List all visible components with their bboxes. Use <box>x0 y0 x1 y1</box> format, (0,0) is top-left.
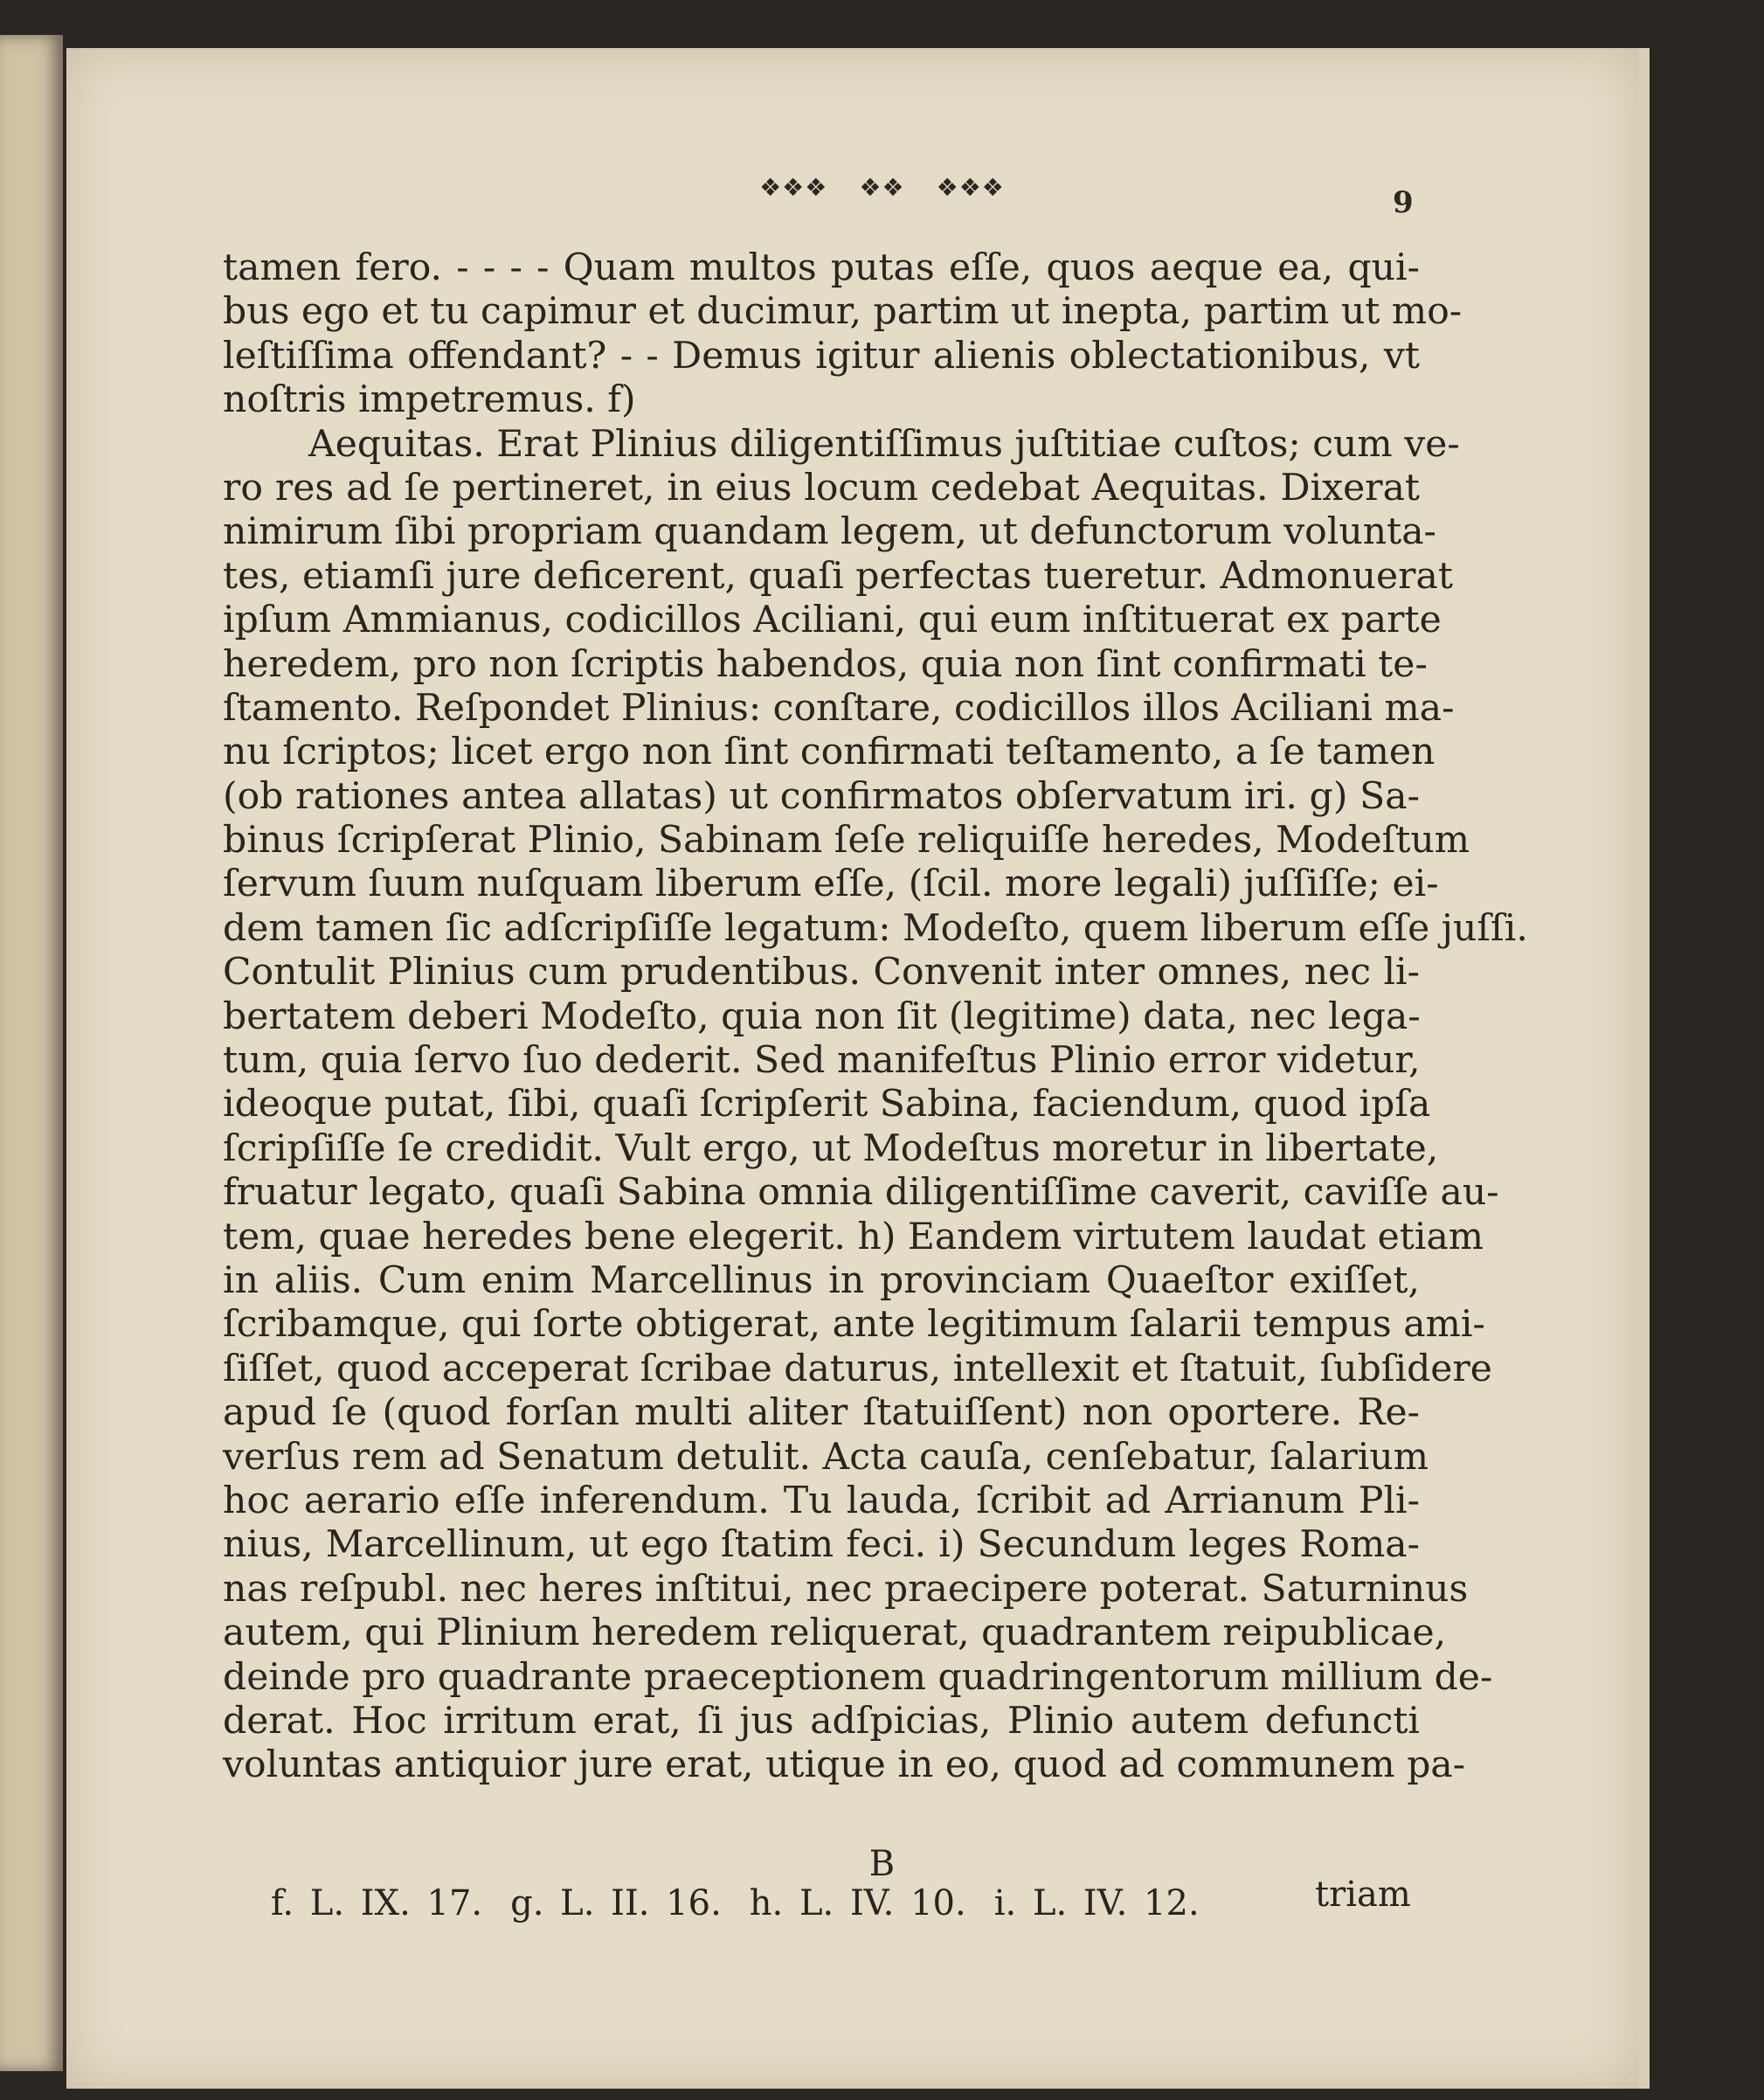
footnote-h: h. L. IV. 10. <box>749 1883 966 1923</box>
body-text <box>223 246 1528 1788</box>
text-line: verſus rem ad Senatum detulit. Acta cauſa, cenſebatur, ſalarium <box>223 1435 1429 1479</box>
text-line: tem, quae heredes bene elegerit. h) Eandem virtutem laudat etiam <box>223 1215 1484 1258</box>
text-line: tamen fero. - - - - Quam multos putas eſſe, quos aeque ea, qui- <box>223 246 1420 289</box>
text-line: heredem, pro non ſcriptis habendos, quia non ſint confirmati te- <box>223 642 1428 686</box>
text-line: bus ego et tu capimur et ducimur, partim ut inepta, partim ut mo- <box>223 290 1463 334</box>
text-line: ſcripſiſſe ſe credidit. Vult ergo, ut Modeſtus moretur in libertate, <box>223 1126 1439 1170</box>
catchword: triam <box>1315 1875 1411 1915</box>
text-line: derat. Hoc irritum erat, ſi jus adſpicias, Plinio autem defuncti <box>223 1699 1420 1743</box>
text-line: dem tamen ſic adſcripſiſſe legatum: Modeſto, quem liberum eſſe juſſi. <box>223 906 1528 950</box>
ornament-left: ❖❖❖ <box>759 173 828 202</box>
text-line: binus ſcripſerat Plinio, Sabinam ſeſe reliquiſſe heredes, Modeſtum <box>223 819 1470 863</box>
footnote-g: g. L. II. 16. <box>510 1883 722 1923</box>
text-line: nas reſpubl. nec heres inſtitui, nec praecipere poterat. Saturninus <box>223 1567 1469 1611</box>
footnote-i: i. L. IV. 12. <box>993 1883 1200 1923</box>
text-line: hoc aerario eſſe inferendum. Tu lauda, ſcribit ad Arrianum Pli- <box>223 1479 1420 1522</box>
header-ornament <box>0 173 1764 202</box>
text-line: fruatur legato, quaſi Sabina omnia diligentiſſime caverit, caviſſe au- <box>223 1171 1499 1215</box>
text-line: Aequitas. Erat Plinius diligentiſſimus juſtitiae cuſtos; cum ve- <box>308 422 1460 466</box>
text-line: ro res ad ſe pertineret, in eius locum cedebat Aequitas. Dixerat <box>223 466 1420 509</box>
text-line: voluntas antiquior jure erat, utique in eo, quod ad communem pa- <box>223 1743 1466 1787</box>
signature-mark: B <box>868 1844 896 1884</box>
ornament-right: ❖❖❖ <box>936 173 1005 202</box>
text-line: autem, qui Plinium heredem reliquerat, quadrantem reipublicae, <box>223 1611 1447 1655</box>
footnotes <box>271 1883 1200 1923</box>
text-line: tum, quia ſervo ſuo dederit. Sed manifeſtus Plinio error videtur, <box>223 1039 1421 1083</box>
text-line: nu ſcriptos; licet ergo non ſint confirmati teſtamento, a ſe tamen <box>223 731 1435 774</box>
text-line: ſervum ſuum nuſquam liberum eſſe, (ſcil. more legali) juſſiſſe; ei- <box>223 863 1439 906</box>
text-line: (ob rationes antea allatas) ut confirmatos obſervatum iri. g) Sa- <box>223 774 1420 818</box>
text-line: ipſum Ammianus, codicillos Aciliani, qui eum inſtituerat ex parte <box>223 599 1442 642</box>
text-line: ſtamento. Reſpondet Plinius: conſtare, codicillos illos Aciliani ma- <box>223 686 1455 730</box>
text-line: deinde pro quadrante praeceptionem quadringentorum millium de- <box>223 1655 1493 1699</box>
text-line: leſtiſſima offendant? - - Demus igitur alienis oblectationibus, vt <box>223 334 1420 378</box>
text-line: ſiſſet, quod acceperat ſcribae daturus, intellexit et ſtatuit, ſubſidere <box>223 1347 1492 1390</box>
page-fore-edge <box>1639 48 1650 2089</box>
ornament-center: ❖❖ <box>859 173 905 202</box>
text-line: nius, Marcellinum, ut ego ſtatim feci. i) Secundum leges Roma- <box>223 1523 1420 1567</box>
text-line: Contulit Plinius cum prudentibus. Convenit inter omnes, nec li- <box>223 951 1420 995</box>
text-line: tes, etiamſi jure deficerent, quaſi perfectas tueretur. Admonuerat <box>223 554 1453 598</box>
text-line: bertatem deberi Modeſto, quia non ſit (legitime) data, nec lega- <box>223 995 1421 1038</box>
previous-page-edge <box>0 35 63 2071</box>
footnote-f: f. L. IX. 17. <box>271 1883 483 1923</box>
text-line: ſcribamque, qui ſorte obtigerat, ante legitimum ſalarii tempus ami- <box>223 1303 1485 1347</box>
text-line: noſtris impetremus. f) <box>223 378 636 422</box>
text-line: nimirum ſibi propriam quandam legem, ut defunctorum volunta- <box>223 510 1436 554</box>
text-line: in aliis. Cum enim Marcellinus in provinciam Quaeſtor exiſſet, <box>223 1258 1420 1302</box>
text-line: apud ſe (quod forſan multi aliter ſtatuiſſent) non oportere. Re- <box>223 1391 1420 1435</box>
page-number: 9 <box>1393 185 1414 220</box>
text-line: ideoque putat, ſibi, quaſi ſcripſerit Sabina, faciendum, quod ipſa <box>223 1083 1431 1126</box>
